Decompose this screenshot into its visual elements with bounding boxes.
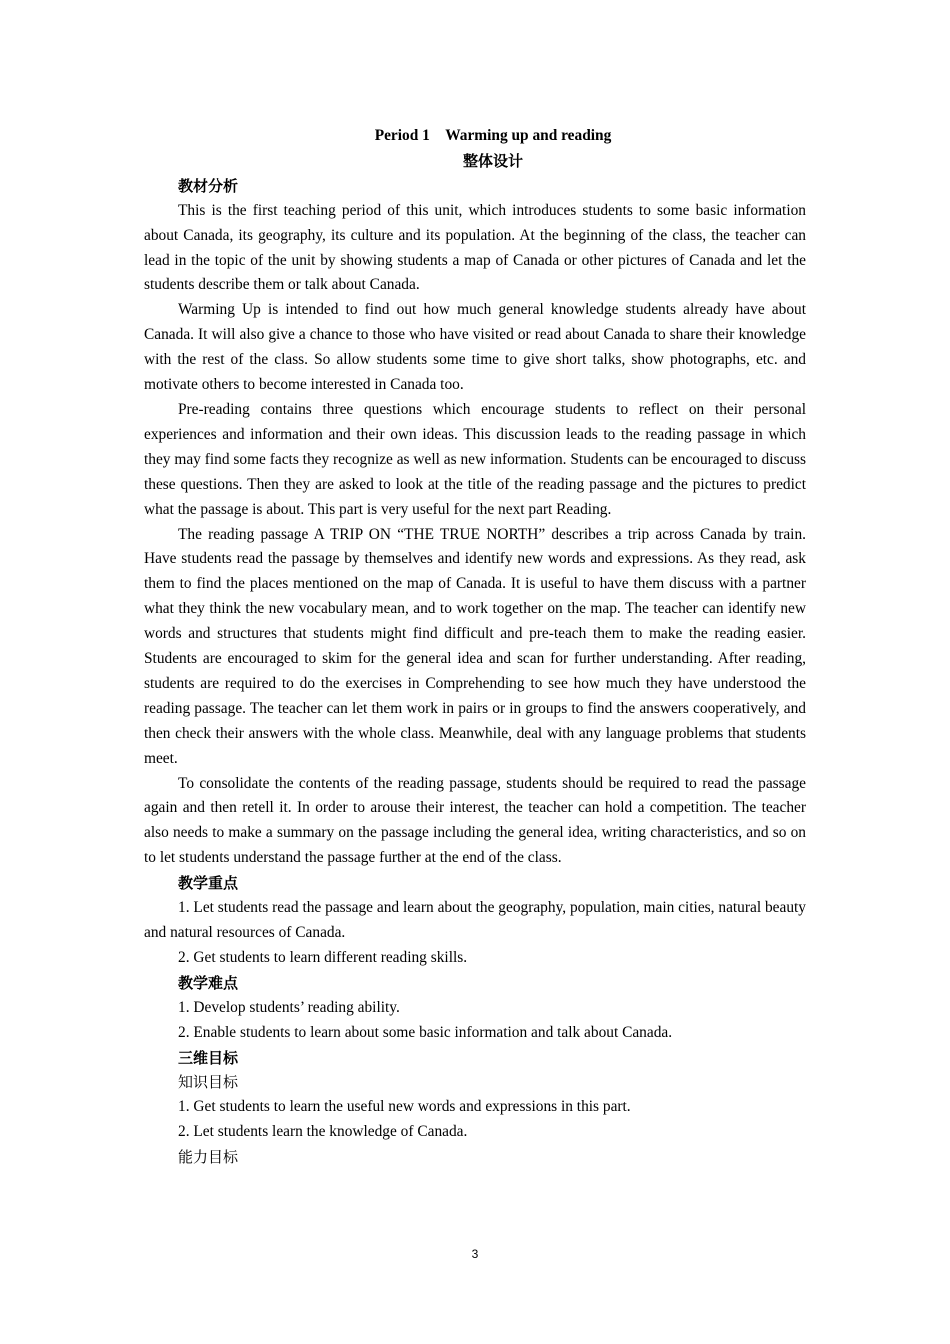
sub-heading-knowledge: 知识目标 <box>178 1073 239 1092</box>
list-item: 1. Let students read the passage and learn about the geography, population, main cities, natural beauty and natural resources of Canada. <box>144 899 806 941</box>
list-item: 2. Let students learn the knowledge of Canada. <box>178 1123 468 1141</box>
list-item: 2. Enable students to learn about some basic information and talk about Canada. <box>178 1023 673 1041</box>
paragraph: To consolidate the contents of the reading passage, students should be required to read the passage again and then retell it. In order to arouse their interest, the teacher can hold a competition. The teacher also needs to make a summary on the passage including the general idea, writing characteristics, and so on to let students understand the passage further at the end of the class. <box>144 774 806 867</box>
list-item: 1. Develop students’ reading ability. <box>178 998 400 1016</box>
section-heading-difficulties: 教学难点 <box>178 973 239 992</box>
section-heading-key-points: 教学重点 <box>178 874 239 893</box>
paragraph: This is the first teaching period of this unit, which introduces students to some basic information about Canada, its geography, its culture and its population. At the beginning of the class, the teacher can lead in the topic of the unit by showing students a map of Canada or other pictures of Canada and let the students describe them or talk about Canada. <box>144 201 806 294</box>
list-item: 2. Get students to learn different reading skills. <box>178 948 468 966</box>
page-number: 3 <box>471 1247 479 1261</box>
sub-heading-ability: 能力目标 <box>178 1148 239 1167</box>
section-heading-goals: 三维目标 <box>178 1048 239 1067</box>
paragraph: Warming Up is intended to find out how much general knowledge students already have about Canada. It will also give a chance to those who have visited or read about Canada to share their knowledge with the rest of the class. So allow students some time to give short talks, show photographs, etc. and motivate others to become interested in Canada too. <box>144 301 806 394</box>
section-heading-analysis: 教材分析 <box>178 176 239 195</box>
page-title: Period 1 Warming up and reading <box>374 127 612 144</box>
paragraph: The reading passage A TRIP ON “THE TRUE NORTH” describes a trip across Canada by train. Have students read the passage by themselves and identify new words and expressions. As they read, ask them to find the places mentioned on the map of Canada. It is useful to have them discuss with a partner what they think the new vocabulary mean, and to work together on the map. The teacher can identify new words and structures that students might find difficult and pre-teach them to make the reading easier. Students are encouraged to skim for the general idea and scan for further understanding. After reading, students are required to do the exercises in Comprehending to see how much they have understood the reading passage. The teacher can let them work in pairs or in groups to find the answers cooperatively, and then check their answers with the whole class. Meanwhile, deal with any language problems that students meet. <box>144 525 806 767</box>
page-subtitle: 整体设计 <box>462 151 523 170</box>
paragraph: Pre-reading contains three questions which encourage students to reflect on their personal experiences and information and their own ideas. This discussion leads to the reading passage in which they may find some facts they recognize as well as new information. Students can be encouraged to discuss these questions. Then they are asked to look at the title of the reading passage and the pictures to predict what the passage is about. This part is very useful for the next part Reading. <box>144 400 806 518</box>
list-item: 1. Get students to learn the useful new words and expressions in this part. <box>178 1098 631 1116</box>
document-page <box>144 124 806 1170</box>
